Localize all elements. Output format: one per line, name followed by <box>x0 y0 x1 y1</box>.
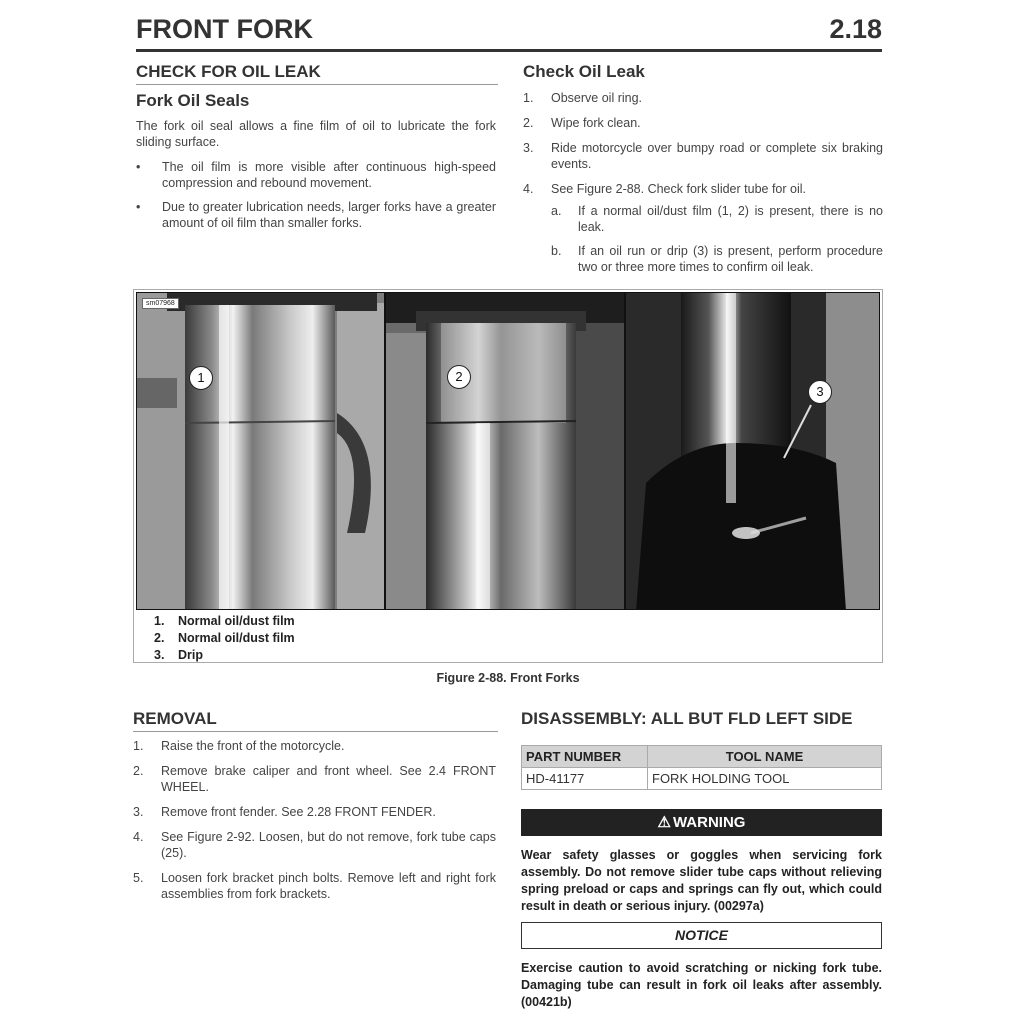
removal-steps <box>133 738 496 911</box>
list-item: 5. Loosen fork bracket pinch bolts. Remove left and right fork assemblies from fork brackets. <box>133 871 496 901</box>
section-title-removal: REMOVAL <box>133 709 498 732</box>
list-item: a. If a normal oil/dust film (1, 2) is present, there is no leak. <box>551 204 883 234</box>
warning-triangle-icon: ⚠ <box>657 814 671 831</box>
figure-id-label: sm07968 <box>142 298 179 309</box>
warning-banner <box>521 809 882 836</box>
table-header-row <box>522 746 882 768</box>
tool-table <box>521 745 882 790</box>
list-item: • Due to greater lubrication needs, larger forks have a greater amount of oil film than smaller forks. <box>136 200 496 230</box>
figure-front-forks <box>133 289 883 663</box>
table-row <box>522 768 882 790</box>
fork-photo-3 <box>625 292 880 610</box>
page-number: 2.18 <box>829 14 882 44</box>
section-title-check-for-oil-leak: CHECK FOR OIL LEAK <box>136 62 498 85</box>
intro-paragraph: The fork oil seal allows a fine film of oil to lubricate the fork sliding surface. <box>136 119 496 149</box>
section-title-check-oil-leak: Check Oil Leak <box>523 62 645 81</box>
fork-photo-2 <box>385 292 625 610</box>
list-item: • The oil film is more visible after continuous high-speed compression and rebound movement. <box>136 160 496 190</box>
callout-3: 3 <box>808 380 832 404</box>
notice-banner <box>521 922 882 949</box>
table-cell-tool-name: FORK HOLDING TOOL <box>648 768 882 790</box>
notice-text: Exercise caution to avoid scratching or nicking fork tube. Damaging tube can result in fork oil leaks after assembly. (00421b) <box>521 961 882 1009</box>
warning-label: WARNING <box>672 814 746 831</box>
figure-legend <box>154 613 295 664</box>
callout-1: 1 <box>189 366 213 390</box>
chapter-title: FRONT FORK <box>136 14 313 44</box>
list-item: b. If an oil run or drip (3) is present, perform procedure two or three more times to confirm oil leak. <box>551 244 883 274</box>
list-item: 1. Raise the front of the motorcycle. <box>133 739 345 753</box>
check-oil-leak-steps <box>523 90 883 284</box>
table-cell-part-number: HD-41177 <box>522 768 648 790</box>
bullet-list <box>136 159 496 239</box>
legend-item: 3. Drip <box>154 648 203 662</box>
column-header-part-number: PART NUMBER <box>522 746 648 768</box>
subsection-title-fork-oil-seals: Fork Oil Seals <box>136 91 250 110</box>
list-item: 2. Remove brake caliper and front wheel. See 2.4 FRONT WHEEL. <box>133 764 496 794</box>
list-item: 4. See Figure 2-92. Loosen, but do not remove, fork tube caps (25). <box>133 830 496 860</box>
list-item: 3. Remove front fender. See 2.28 FRONT FENDER. <box>133 805 436 819</box>
legend-item: 2. Normal oil/dust film <box>154 631 295 645</box>
section-title-disassembly: DISASSEMBLY: ALL BUT FLD LEFT SIDE <box>521 709 853 728</box>
notice-label: NOTICE <box>675 927 728 943</box>
list-item: 3. Ride motorcycle over bumpy road or complete six braking events. <box>523 141 883 171</box>
callout-2: 2 <box>447 365 471 389</box>
fork-photo-1 <box>136 292 385 610</box>
list-item: 4. See Figure 2-88. Check fork slider tube for oil. a. If a normal oil/dust film (1, 2) is present, there is no leak. b. If an oil run or drip (3) is present, perform procedure two or three more times to confirm oil leak. <box>523 182 883 274</box>
page-header <box>136 8 882 52</box>
warning-text: Wear safety glasses or goggles when servicing fork assembly. Do not remove slider tube caps without relieving spring preload or caps and springs can fly out, which could result in death or serious injury. (00297a) <box>521 848 882 913</box>
column-header-tool-name: TOOL NAME <box>648 746 882 768</box>
figure-caption: Figure 2-88. Front Forks <box>436 671 580 685</box>
substep-list <box>551 203 883 275</box>
legend-item: 1. Normal oil/dust film <box>154 614 295 628</box>
list-item: 1. Observe oil ring. <box>523 91 643 105</box>
list-item: 2. Wipe fork clean. <box>523 116 641 130</box>
